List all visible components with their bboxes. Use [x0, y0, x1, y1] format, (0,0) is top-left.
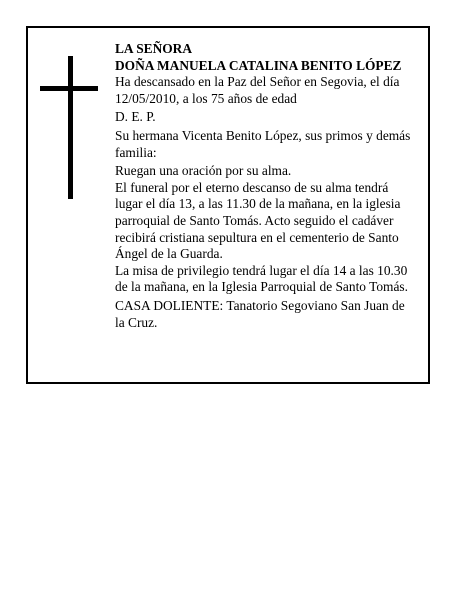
- death-info: Ha descansado en la Paz del Señor en Segovia, el día 12/05/2010, a los 75 años de edad: [115, 74, 400, 106]
- mourning-house: CASA DOLIENTE: Tanatorio Segoviano San Juan de la Cruz.: [115, 297, 405, 330]
- mass-info: La misa de privilegio tendrá lugar el día 14 a las 10.30 de la mañana, en la Iglesia Parroquial de Santo Tomás.: [115, 262, 408, 295]
- obituary-notice: [26, 26, 430, 384]
- family-line: Su hermana Vicenta Benito López, sus primos y demás familia:: [115, 127, 411, 160]
- funeral-info: El funeral por el eterno descanso de su alma tendrá lugar el día 13, a las 11.30 de la mañana, en la iglesia parroquial de Santo Tomás. Acto seguido el cadáver recibirá cristiana sepultura en el cementerio de Santo Ángel de la Guarda.: [115, 179, 401, 262]
- dep-line: D. E. P.: [115, 109, 156, 125]
- cross-vertical-bar: [68, 56, 73, 199]
- notice-body: [115, 41, 417, 331]
- cross-horizontal-bar: [40, 86, 98, 91]
- notice-title: LA SEÑORA: [115, 41, 193, 56]
- prayer-line: Ruegan una oración por su alma.: [115, 163, 292, 179]
- deceased-name: DOÑA MANUELA CATALINA BENITO LÓPEZ: [115, 57, 402, 73]
